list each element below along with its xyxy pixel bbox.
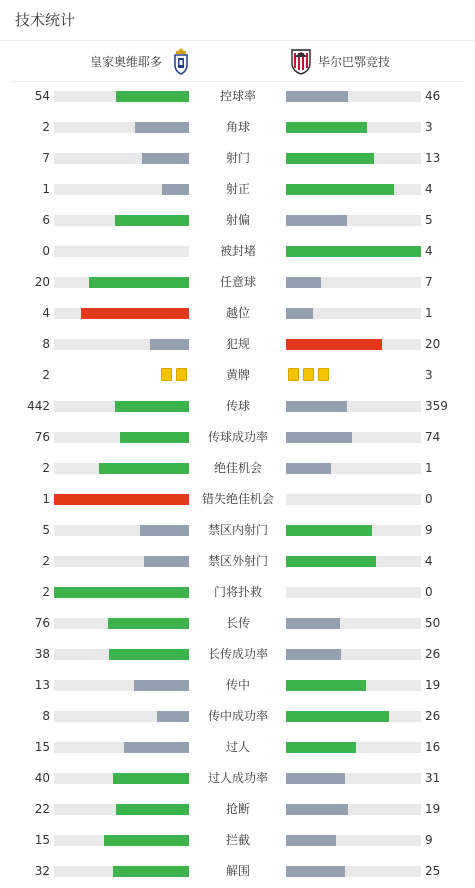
away-bar — [286, 773, 345, 784]
stat-row — [0, 143, 475, 174]
home-value: 1 — [42, 492, 50, 506]
away-bar-track — [286, 742, 421, 753]
home-bar-track — [54, 618, 189, 629]
home-value: 5 — [42, 523, 50, 537]
away-value: 4 — [425, 554, 433, 568]
away-bar — [286, 680, 366, 691]
stat-label: 抢断 — [225, 802, 250, 816]
away-bar — [286, 246, 421, 257]
stat-row — [0, 205, 475, 236]
stat-row — [0, 112, 475, 143]
away-bar — [286, 649, 341, 660]
stat-label: 长传成功率 — [207, 647, 268, 661]
stat-label: 门将扑救 — [213, 585, 262, 599]
home-value: 40 — [34, 771, 50, 785]
home-value: 32 — [34, 864, 50, 878]
home-bar — [115, 215, 189, 226]
away-bar-track — [286, 277, 421, 288]
away-bar — [286, 91, 348, 102]
home-crest-icon — [170, 47, 192, 75]
away-value: 13 — [425, 151, 441, 165]
away-value: 25 — [425, 864, 441, 878]
home-value: 38 — [34, 647, 50, 661]
home-yellow-cards — [159, 368, 189, 382]
home-bar — [124, 742, 189, 753]
home-bar-track — [54, 215, 189, 226]
away-value: 26 — [425, 647, 441, 661]
home-value: 2 — [42, 585, 50, 599]
stat-row — [0, 360, 475, 391]
home-value: 6 — [42, 213, 50, 227]
away-bar-track — [286, 804, 421, 815]
away-bar — [286, 525, 372, 536]
stat-label: 任意球 — [219, 275, 256, 289]
home-bar — [134, 680, 189, 691]
away-bar-track — [286, 339, 421, 350]
away-bar — [286, 835, 336, 846]
home-bar — [150, 339, 189, 350]
home-bar — [99, 463, 189, 474]
home-bar-track — [54, 153, 189, 164]
away-value: 3 — [425, 368, 433, 382]
away-bar-track — [286, 587, 421, 598]
away-bar-track — [286, 463, 421, 474]
home-bar — [109, 649, 189, 660]
home-bar — [116, 804, 189, 815]
away-value: 5 — [425, 213, 433, 227]
page-title: 技术统计 — [15, 11, 76, 29]
home-team-name: 皇家奥维耶多 — [90, 54, 163, 69]
stat-label: 禁区外射门 — [207, 554, 268, 568]
home-value: 0 — [42, 244, 50, 258]
away-value: 0 — [425, 585, 433, 599]
stat-row — [0, 577, 475, 608]
away-bar-track — [286, 773, 421, 784]
away-bar-track — [286, 835, 421, 846]
away-value: 4 — [425, 244, 433, 258]
home-bar-track — [54, 432, 189, 443]
home-bar-track — [54, 587, 189, 598]
home-bar-track — [54, 804, 189, 815]
home-bar — [54, 494, 189, 505]
home-value: 15 — [34, 740, 50, 754]
away-value: 31 — [425, 771, 441, 785]
away-bar-track — [286, 401, 421, 412]
stat-row — [0, 546, 475, 577]
stat-row — [0, 236, 475, 267]
home-bar-track — [54, 308, 189, 319]
home-value: 8 — [42, 709, 50, 723]
home-value: 442 — [27, 399, 50, 413]
stat-row — [0, 484, 475, 515]
away-bar — [286, 215, 347, 226]
home-bar-track — [54, 525, 189, 536]
stat-label: 传球 — [225, 399, 250, 413]
home-bar-track — [54, 649, 189, 660]
yellow-card-icon — [288, 368, 299, 381]
stat-row — [0, 825, 475, 856]
away-value: 4 — [425, 182, 433, 196]
away-value: 7 — [425, 275, 433, 289]
away-value: 9 — [425, 833, 433, 847]
home-bar — [89, 277, 189, 288]
away-bar — [286, 432, 352, 443]
stat-label: 传中成功率 — [207, 709, 268, 723]
stat-row — [0, 515, 475, 546]
stat-label: 过人成功率 — [207, 771, 268, 785]
home-bar — [140, 525, 189, 536]
home-bar-track — [54, 246, 189, 257]
home-bar — [162, 184, 189, 195]
away-value: 19 — [425, 678, 441, 692]
home-bar-track — [54, 277, 189, 288]
home-value: 7 — [42, 151, 50, 165]
stat-row — [0, 639, 475, 670]
away-bar-track — [286, 680, 421, 691]
home-bar — [115, 401, 189, 412]
stat-label: 传球成功率 — [207, 430, 268, 444]
home-value: 76 — [34, 430, 50, 444]
stat-label: 射偏 — [225, 213, 250, 227]
home-bar — [104, 835, 189, 846]
away-bar — [286, 401, 347, 412]
away-bar-track — [286, 215, 421, 226]
home-value: 20 — [34, 275, 50, 289]
home-bar-track — [54, 122, 189, 133]
home-value: 2 — [42, 120, 50, 134]
away-bar-track — [286, 308, 421, 319]
stat-row — [0, 670, 475, 701]
stat-row — [0, 174, 475, 205]
away-value: 46 — [425, 89, 441, 103]
yellow-card-icon — [176, 368, 187, 381]
away-bar — [286, 184, 394, 195]
stat-label: 射正 — [225, 182, 250, 196]
stat-label: 被封堵 — [219, 244, 256, 258]
away-bar-track — [286, 711, 421, 722]
home-team[interactable] — [90, 41, 192, 81]
away-crest-icon — [290, 47, 312, 75]
away-bar — [286, 277, 321, 288]
home-value: 22 — [34, 802, 50, 816]
home-bar — [120, 432, 189, 443]
away-bar — [286, 711, 389, 722]
stat-label: 犯规 — [225, 337, 250, 351]
stat-label: 解围 — [225, 864, 250, 878]
away-bar-track — [286, 866, 421, 877]
home-value: 4 — [42, 306, 50, 320]
home-bar — [81, 308, 189, 319]
home-value: 76 — [34, 616, 50, 630]
stat-label: 黄牌 — [225, 368, 250, 382]
away-value: 9 — [425, 523, 433, 537]
away-bar-track — [286, 618, 421, 629]
away-value: 3 — [425, 120, 433, 134]
home-bar — [113, 773, 189, 784]
away-bar-track — [286, 432, 421, 443]
stat-row — [0, 732, 475, 763]
away-bar — [286, 339, 382, 350]
stat-label: 过人 — [225, 740, 250, 754]
away-bar-track — [286, 122, 421, 133]
home-bar-track — [54, 680, 189, 691]
home-bar-track — [54, 184, 189, 195]
home-bar-track — [54, 711, 189, 722]
away-value: 1 — [425, 461, 433, 475]
stat-label: 越位 — [225, 306, 250, 320]
home-value: 13 — [34, 678, 50, 692]
stat-row — [0, 391, 475, 422]
home-bar — [144, 556, 189, 567]
home-bar — [135, 122, 189, 133]
away-bar-track — [286, 153, 421, 164]
away-value: 359 — [425, 399, 448, 413]
teams-header — [10, 41, 465, 82]
away-bar — [286, 804, 348, 815]
home-bar-track — [54, 866, 189, 877]
home-bar — [113, 866, 189, 877]
yellow-card-icon — [161, 368, 172, 381]
home-bar-track — [54, 494, 189, 505]
away-value: 74 — [425, 430, 441, 444]
away-bar-track — [286, 246, 421, 257]
away-value: 0 — [425, 492, 433, 506]
stat-label: 绝佳机会 — [213, 461, 262, 475]
away-value: 50 — [425, 616, 441, 630]
stat-label: 拦截 — [225, 833, 250, 847]
away-bar — [286, 308, 313, 319]
home-bar-track — [54, 463, 189, 474]
away-bar — [286, 618, 340, 629]
away-value: 19 — [425, 802, 441, 816]
title-bar — [0, 0, 475, 41]
away-team-name: 毕尔巴鄂竞技 — [318, 54, 391, 69]
home-bar — [108, 618, 189, 629]
stat-row — [0, 856, 475, 887]
yellow-card-icon — [318, 368, 329, 381]
away-bar-track — [286, 91, 421, 102]
away-bar — [286, 122, 367, 133]
yellow-card-icon — [303, 368, 314, 381]
stat-row — [0, 608, 475, 639]
home-value: 2 — [42, 554, 50, 568]
home-value: 54 — [34, 89, 50, 103]
stat-row — [0, 422, 475, 453]
home-bar-track — [54, 773, 189, 784]
away-bar — [286, 153, 374, 164]
home-bar — [142, 153, 189, 164]
stat-label: 长传 — [225, 616, 250, 630]
home-bar — [116, 91, 189, 102]
stat-label: 传中 — [225, 678, 250, 692]
away-bar-track — [286, 649, 421, 660]
home-bar — [157, 711, 189, 722]
home-value: 1 — [42, 182, 50, 196]
away-bar-track — [286, 494, 421, 505]
home-bar-track — [54, 339, 189, 350]
stat-row — [0, 701, 475, 732]
stat-label: 禁区内射门 — [207, 523, 268, 537]
home-bar-track — [54, 742, 189, 753]
stat-label: 射门 — [225, 151, 250, 165]
away-value: 16 — [425, 740, 441, 754]
stat-row — [0, 329, 475, 360]
home-bar-track — [54, 401, 189, 412]
stat-row — [0, 794, 475, 825]
away-bar — [286, 463, 331, 474]
stat-row — [0, 267, 475, 298]
away-bar-track — [286, 525, 421, 536]
away-bar-track — [286, 556, 421, 567]
away-bar — [286, 742, 356, 753]
away-value: 26 — [425, 709, 441, 723]
home-value: 8 — [42, 337, 50, 351]
home-bar-track — [54, 556, 189, 567]
home-value: 2 — [42, 461, 50, 475]
away-bar — [286, 556, 376, 567]
stat-label: 角球 — [225, 120, 250, 134]
away-bar-track — [286, 184, 421, 195]
away-value: 20 — [425, 337, 441, 351]
stat-row — [0, 298, 475, 329]
away-team[interactable] — [290, 41, 390, 81]
away-yellow-cards — [286, 368, 331, 382]
stat-row — [0, 453, 475, 484]
home-bar-track — [54, 91, 189, 102]
stat-row — [0, 763, 475, 794]
away-value: 1 — [425, 306, 433, 320]
stat-label: 错失绝佳机会 — [201, 492, 274, 506]
home-value: 15 — [34, 833, 50, 847]
home-bar-track — [54, 835, 189, 846]
stat-row — [0, 81, 475, 112]
away-bar — [286, 866, 345, 877]
home-value: 2 — [42, 368, 50, 382]
home-bar — [54, 587, 189, 598]
stat-label: 控球率 — [219, 89, 256, 103]
